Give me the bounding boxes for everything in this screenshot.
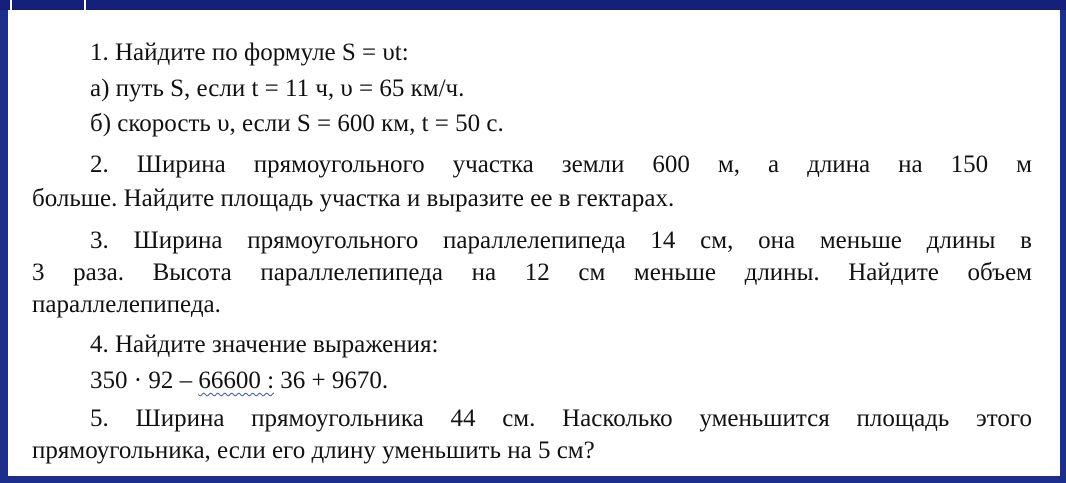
problem-5-line-2: прямоугольника, если его длину уменьшить на 5 см? bbox=[32, 437, 595, 464]
problem-3-line-3: параллелепипеда. bbox=[32, 291, 221, 318]
problem-3-line-2: 3 раза. Высота параллелепипеда на 12 см меньше длины. Найдите объем bbox=[32, 259, 1032, 286]
problem-4-heading: 4. Найдите значение выражения: bbox=[90, 331, 439, 358]
top-frame-bar bbox=[0, 0, 1066, 10]
problem-5-line-1: 5. Ширина прямоугольника 44 см. Насколько уменьшится площадь этого bbox=[90, 405, 1032, 432]
problem-2-line-2: больше. Найдите площадь участка и выразите ее в гектарах. bbox=[32, 185, 675, 212]
frame-marker bbox=[10, 0, 12, 10]
problem-1b: б) скорость υ, если S = 600 км, t = 50 с. bbox=[90, 110, 504, 137]
problem-3-line-1: 3. Ширина прямоугольного параллелепипеда 14 см, она меньше длины в bbox=[90, 227, 1032, 254]
document-page bbox=[8, 10, 1060, 476]
problem-2-line-1: 2. Ширина прямоугольного участка земли 600 м, а длина на 150 м bbox=[90, 151, 1032, 178]
problem-4-expression bbox=[90, 366, 388, 396]
problem-1-heading: 1. Найдите по формуле S = υt: bbox=[90, 39, 409, 66]
problem-1a: а) путь S, если t = 11 ч, υ = 65 км/ч. bbox=[90, 75, 465, 102]
expression-part-1: 350 · 92 – bbox=[90, 367, 199, 394]
expression-part-3: 36 + 9670. bbox=[274, 367, 389, 394]
frame-marker bbox=[84, 0, 86, 10]
expression-spellcheck-underlined: 66600 : bbox=[198, 367, 275, 394]
